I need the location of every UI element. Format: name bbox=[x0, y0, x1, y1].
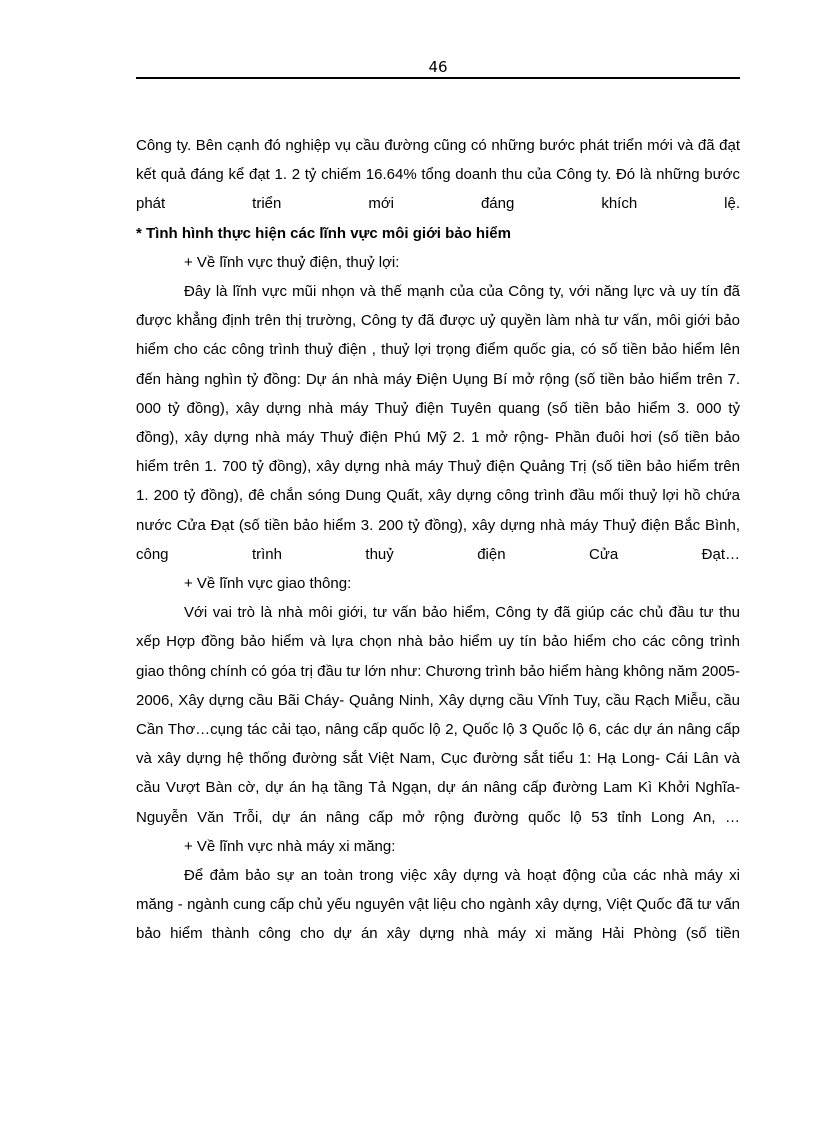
subsection-cement-title: + Về lĩnh vực nhà máy xi măng: bbox=[184, 837, 396, 855]
paragraph-hydropower: Đây là lĩnh vực mũi nhọn và thế mạnh của của Công ty, với năng lực và uy tín đã được khẳng định trên thị trường, Công ty đã được uỷ quyền làm nhà tư vấn, môi giới bảo hiểm cho các công trình thuỷ điện , thuỷ lợi trọng điểm quốc gia, có số tiền bảo hiểm lên đến hàng nghìn tỷ đồng: Dự án nhà máy Điện Uụng Bí mở rộng (số tiền bảo hiểm trên 7. 000 tỷ đồng), xây dựng nhà máy Thuỷ điện Tuyên quang (số tiền bảo hiểm 3. 000 tỷ đồng), xây dựng nhà máy Thuỷ điện Phú Mỹ 2. 1 mở rộng- Phần đuôi hơi (số tiền bảo hiểm trên 1. 700 tỷ đồng), xây dựng nhà máy Thuỷ điện Quảng Trị (số tiền bảo hiểm trên 1. 200 tỷ đồng), đê chắn sóng Dung Quất, xây dựng công trình đầu mối thuỷ lợi hồ chứa nước Cửa Đạt (số tiền bảo hiểm 3. 200 tỷ đồng), xây dựng nhà máy Thuỷ điện Bắc Bình, công trình thuỷ điện Cửa Đạt… bbox=[136, 283, 740, 563]
paragraph-transport: Với vai trò là nhà môi giới, tư vấn bảo hiểm, Công ty đã giúp các chủ đầu tư thu xếp Hợp đồng bảo hiểm và lựa chọn nhà bảo hiểm uy tín bảo hiểm cho các công trình giao thông chính có góa trị đầu tư lớn như: Chương trình bảo hiểm hàng không năm 2005-2006, Xây dựng cầu Bãi Cháy- Quảng Ninh, Xây dựng cầu Vĩnh Tuy, cầu Rạch Miễu, cầu Cần Thơ…cụng tác cải tạo, nâng cấp quốc lộ 2, Quốc lộ 3 Quốc lộ 6, các dự án nâng cấp và xây dựng hệ thống đường sắt Việt Nam, Cục đường sắt tiểu 1: Hạ Long- Cái Lân và cầu Vượt Bàn cờ, dự án hạ tầng Tả Ngạn, dự án nâng cấp đường Lam Kì Khởi Nghĩa- Nguyễn Văn Trỗi, dự án nâng cấp mở rộng đường quốc lộ 53 tỉnh Long An, … bbox=[136, 604, 740, 826]
paragraph-cement: Để đảm bảo sự an toàn trong việc xây dựng và hoạt động của các nhà máy xi măng - ngành cung cấp chủ yếu nguyên vật liệu cho ngành xây dựng, Việt Quốc đã tư vấn bảo hiểm thành công cho dự án xây dựng nhà máy xi măng Hải Phòng (số tiền bbox=[136, 867, 740, 943]
subsection-transport-title: + Về lĩnh vực giao thông: bbox=[184, 575, 352, 593]
document-body bbox=[136, 131, 740, 949]
subsection-hydropower-title: + Về lĩnh vực thuỷ điện, thuỷ lợi: bbox=[184, 253, 400, 271]
header-divider bbox=[136, 77, 740, 79]
page-number: 46 bbox=[428, 58, 448, 76]
paragraph-continuation: Công ty. Bên cạnh đó nghiệp vụ cầu đường cũng có những bước phát triển mới và đã đạt kết quả đáng kể đạt 1. 2 tỷ chiếm 16.64% tổng doanh thu của Công ty. Đó là những bước phát triển mới đáng khích lệ. bbox=[136, 137, 740, 213]
section-heading-brokerage: * Tình hình thực hiện các lĩnh vực môi giới bảo hiểm bbox=[136, 224, 511, 242]
